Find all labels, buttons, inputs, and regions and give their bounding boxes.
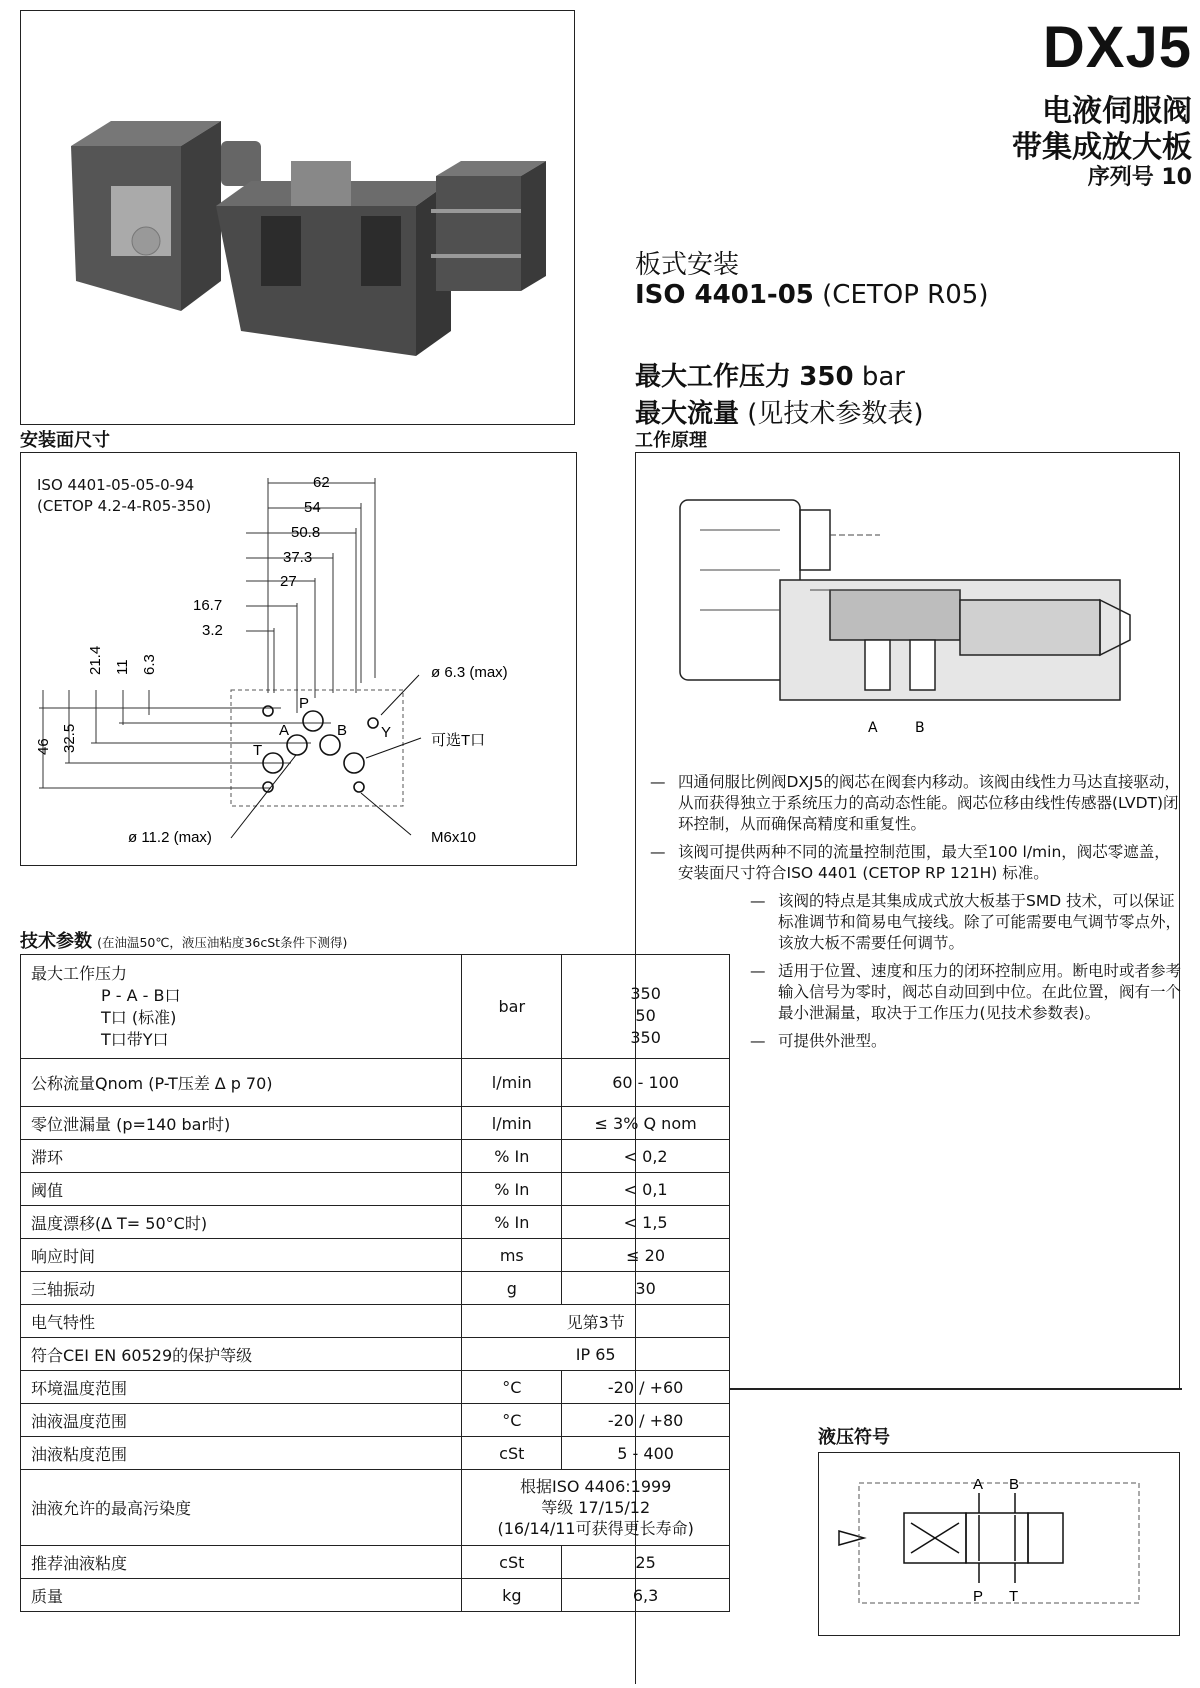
note-item: — 可提供外泄型。: [750, 1031, 1185, 1052]
model-title: DXJ5: [1042, 15, 1192, 80]
note-item: — 四通伺服比例阀DXJ5的阀芯在阀套内移动。该阀由线性力马达直接驱动，从而获得独立于系统压力的高动态性能。阀芯位移由线性传感器(LVDT)闭环控制，从而确保高精度和重复性。: [650, 772, 1185, 835]
table-row: 三轴振动 g 30: [21, 1272, 730, 1305]
dim-54: 54: [304, 499, 321, 516]
port-a: A: [279, 722, 290, 739]
iso-standard: ISO 4401-05 (CETOP R05): [635, 280, 989, 310]
table-row: 滞环 % In < 0,2: [21, 1140, 730, 1173]
table-row: 最大工作压力 P - A - B口 T口 (标准) T口带Y口 bar 350 50 350: [21, 955, 730, 1059]
table-row: 质量 kg 6,3: [21, 1579, 730, 1612]
max-flow: 最大流量 (见技术参数表): [635, 399, 924, 429]
mounting-diagram: [20, 452, 577, 866]
serial-number: 序列号 10: [1087, 165, 1192, 190]
table-row: 公称流量Qnom (P-T压差 ∆ p 70) l/min 60 - 100: [21, 1059, 730, 1107]
principle-cross-section: [660, 480, 1160, 750]
dim-11: 11: [114, 659, 131, 675]
label-screw: M6x10: [431, 829, 477, 846]
note-item: — 该阀可提供两种不同的流量控制范围，最大至100 l/min，阀芯零遮盖，安装面尺寸符合ISO 4401 (CETOP RP 121H) 标准。: [650, 842, 1185, 884]
subtitle-amplifier: 带集成放大板: [1012, 130, 1192, 165]
dim-21-4: 21.4: [87, 645, 104, 675]
table-row: 电气特性 见第3节: [21, 1305, 730, 1338]
symbol-port-p: P: [973, 1588, 984, 1605]
principle-notes: [650, 772, 1185, 1059]
product-photo: [20, 10, 575, 425]
section-principle-title: 工作原理: [635, 430, 707, 451]
dim-32-5: 32.5: [61, 723, 78, 753]
note-item: — 适用于位置、速度和压力的闭环控制应用。断电时或者参考输入信号为零时，阀芯自动回到中位。在此位置，阀有一个最小泄漏量，取决于工作压力(见技术参数表)。: [750, 961, 1185, 1024]
label-optional-t: 可选T口: [431, 732, 486, 749]
port-y: Y: [381, 724, 392, 741]
table-row: 推荐油液粘度 cSt 25: [21, 1546, 730, 1579]
mount-type: 板式安装: [635, 250, 740, 280]
table-row: 零位泄漏量 (p=140 bar时) l/min ≤ 3% Q nom: [21, 1107, 730, 1140]
dim-16-7: 16.7: [193, 597, 223, 614]
dim-6-3: 6.3: [141, 654, 158, 675]
symbol-port-t: T: [1009, 1588, 1019, 1605]
port-t: T: [253, 742, 263, 759]
subtitle-servo-valve: 电液伺服阀: [1042, 94, 1192, 129]
label-y-hole: ø 6.3 (max): [431, 664, 508, 681]
table-row: 油液温度范围 °C -20 / +80: [21, 1404, 730, 1437]
label-main-hole: ø 11.2 (max): [128, 829, 212, 846]
table-row: 符合CEI EN 60529的保护等级 IP 65: [21, 1338, 730, 1371]
table-row: 环境温度范围 °C -20 / +60: [21, 1371, 730, 1404]
dim-37-3: 37.3: [283, 549, 313, 566]
max-pressure: 最大工作压力 350 bar: [635, 362, 905, 392]
table-row: 响应时间 ms ≤ 20: [21, 1239, 730, 1272]
table-row: 油液粘度范围 cSt 5 - 400: [21, 1437, 730, 1470]
table-row: 阈值 % In < 0,1: [21, 1173, 730, 1206]
hydraulic-symbol: [818, 1452, 1180, 1636]
symbol-port-a: A: [973, 1476, 984, 1493]
symbol-port-b: B: [1009, 1476, 1020, 1493]
table-row: 温度漂移(∆ T= 50°C时) % In < 1,5: [21, 1206, 730, 1239]
tech-table: [20, 954, 730, 1612]
dim-50-8: 50.8: [291, 524, 321, 541]
port-p: P: [299, 695, 310, 712]
dim-62: 62: [313, 474, 330, 491]
table-row: 油液允许的最高污染度 根据ISO 4406:1999 等级 17/15/12 (16/14/11可获得更长寿命): [21, 1470, 730, 1546]
port-b: B: [337, 722, 348, 739]
section-symbol-title: 液压符号: [818, 1427, 890, 1448]
section-mounting-title: 安装面尺寸: [20, 430, 110, 451]
principle-port-b: B: [915, 720, 925, 736]
mounting-standard: ISO 4401-05-05-0-94: [37, 476, 195, 494]
note-item: — 该阀的特点是其集成成式放大板基于SMD 技术，可以保证标准调节和简易电气接线。除了可能需要电气调节零点外，该放大板不需要任何调节。: [750, 891, 1185, 954]
mounting-cetop: (CETOP 4.2-4-R05-350): [37, 497, 212, 515]
principle-port-a: A: [868, 720, 878, 736]
dim-3-2: 3.2: [202, 622, 223, 639]
dim-46: 46: [35, 738, 52, 755]
section-tech-title: 技术参数 (在油温50℃，液压油粘度36cSt条件下测得): [20, 931, 348, 952]
dim-27: 27: [280, 573, 297, 590]
